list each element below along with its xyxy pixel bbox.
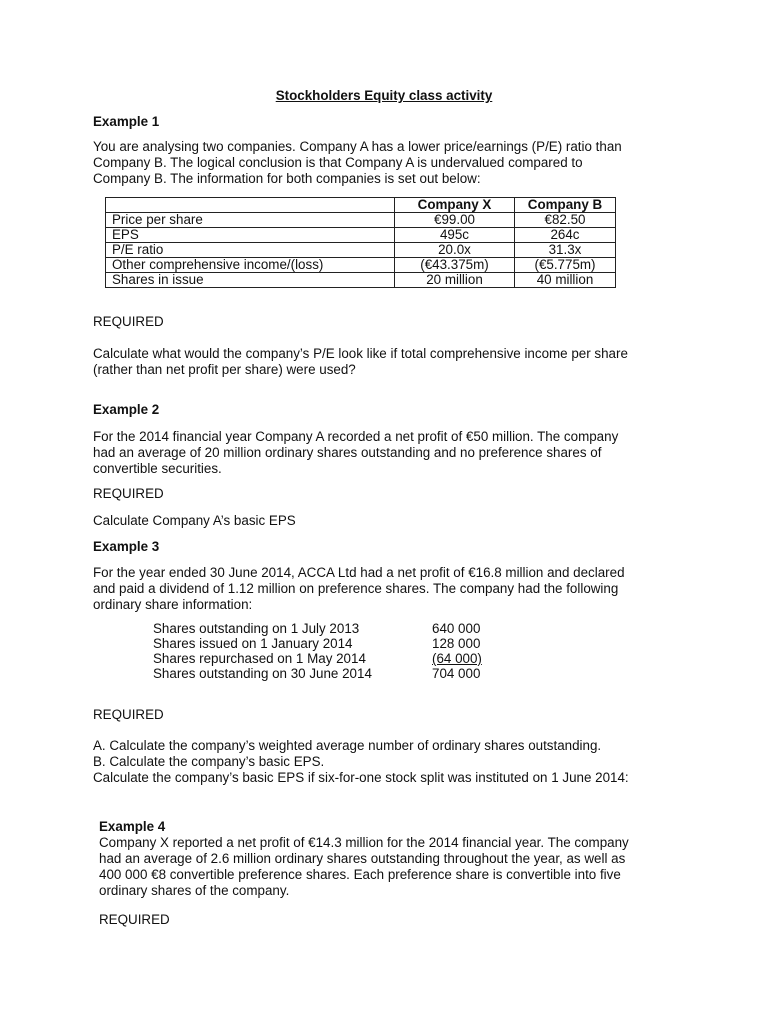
- table-header-cell: Company B: [515, 198, 616, 213]
- example-1-intro: [93, 139, 668, 187]
- table-row: [106, 213, 616, 228]
- text-line: For the 2014 financial year Company A recorded a net profit of €50 million. The company: [93, 429, 619, 444]
- text-line: (rather than net profit per share) were used?: [93, 362, 356, 377]
- example-3-text: [93, 565, 668, 613]
- table-row: [106, 228, 616, 243]
- table-cell: 20.0x: [395, 243, 515, 258]
- text-line: had an average of 2.6 million ordinary shares outstanding throughout the year, as well as: [99, 851, 626, 866]
- share-information-list: [153, 621, 502, 681]
- table-cell: 495c: [395, 228, 515, 243]
- example-3-items: [93, 738, 668, 770]
- table-cell: EPS: [106, 228, 395, 243]
- table-cell: €82.50: [515, 213, 616, 228]
- text-line: You are analysing two companies. Company A has a lower price/earnings (P/E) ratio than: [93, 139, 622, 154]
- text-line: and paid a dividend of 1.12 million on preference shares. The company had the following: [93, 581, 619, 596]
- text-line: Company B. The logical conclusion is that Company A is undervalued compared to: [93, 155, 583, 170]
- list-item: [153, 636, 502, 651]
- example-2-heading: Example 2: [93, 402, 160, 417]
- text-line: Company X reported a net profit of €14.3 million for the 2014 financial year. The company: [99, 835, 629, 850]
- example-4-text: [99, 835, 669, 899]
- list-item: [153, 651, 502, 666]
- share-label: Shares outstanding on 1 July 2013: [153, 621, 360, 636]
- share-label: Shares repurchased on 1 May 2014: [153, 651, 366, 666]
- text-line: Calculate what would the company’s P/E look like if total comprehensive income per share: [93, 346, 628, 361]
- example-2-text: [93, 429, 668, 477]
- table-cell: 31.3x: [515, 243, 616, 258]
- table-cell: 20 million: [395, 273, 515, 288]
- table-cell: €99.00: [395, 213, 515, 228]
- text-line: convertible securities.: [93, 461, 222, 476]
- example-4-heading: Example 4: [99, 819, 166, 834]
- share-value: 640 000: [432, 621, 481, 636]
- text-line: ordinary share information:: [93, 597, 253, 612]
- table-cell: (€43.375m): [395, 258, 515, 273]
- table-header-row: [106, 198, 616, 213]
- table-cell: Other comprehensive income/(loss): [106, 258, 395, 273]
- page-title: Stockholders Equity class activity: [275, 88, 493, 103]
- example-2-required: REQUIRED: [93, 486, 164, 501]
- share-label: Shares outstanding on 30 June 2014: [153, 666, 372, 681]
- company-comparison-table: [105, 197, 616, 288]
- list-item: [153, 621, 502, 636]
- table-cell: Price per share: [106, 213, 395, 228]
- table-row: [106, 243, 616, 258]
- share-value: 128 000: [432, 636, 481, 651]
- table-cell: P/E ratio: [106, 243, 395, 258]
- example-1-heading: Example 1: [93, 114, 160, 129]
- text-line: had an average of 20 million ordinary shares outstanding and no preference shares of: [93, 445, 602, 460]
- example-1-question: [93, 346, 668, 378]
- text-line: For the year ended 30 June 2014, ACCA Ltd had a net profit of €16.8 million and declared: [93, 565, 625, 580]
- list-item: B. Calculate the company’s basic EPS.: [93, 754, 325, 769]
- share-value: 704 000: [432, 666, 481, 681]
- share-label: Shares issued on 1 January 2014: [153, 636, 353, 651]
- table-cell: Shares in issue: [106, 273, 395, 288]
- table-header-cell: Company X: [395, 198, 515, 213]
- share-value: (64 000): [432, 651, 482, 666]
- example-3-heading: Example 3: [93, 539, 160, 554]
- table-cell: 40 million: [515, 273, 616, 288]
- text-line: 400 000 €8 convertible preference shares. Each preference share is convertible into five: [99, 867, 621, 882]
- example-1-required: REQUIRED: [93, 314, 164, 329]
- text-line: Company B. The information for both companies is set out below:: [93, 171, 481, 186]
- table-header-cell: [106, 198, 395, 213]
- table-cell: 264c: [515, 228, 616, 243]
- example-3-required: REQUIRED: [93, 707, 164, 722]
- example-3-split-question: Calculate the company’s basic EPS if six-for-one stock split was instituted on 1 June 2014:: [93, 770, 629, 785]
- table-row: [106, 258, 616, 273]
- list-item: A. Calculate the company’s weighted average number of ordinary shares outstanding.: [93, 738, 602, 753]
- table-row: [106, 273, 616, 288]
- table-cell: (€5.775m): [515, 258, 616, 273]
- example-2-question: Calculate Company A’s basic EPS: [93, 513, 296, 528]
- text-line: ordinary shares of the company.: [99, 883, 290, 898]
- list-item: [153, 666, 502, 681]
- example-4-required: REQUIRED: [99, 912, 170, 927]
